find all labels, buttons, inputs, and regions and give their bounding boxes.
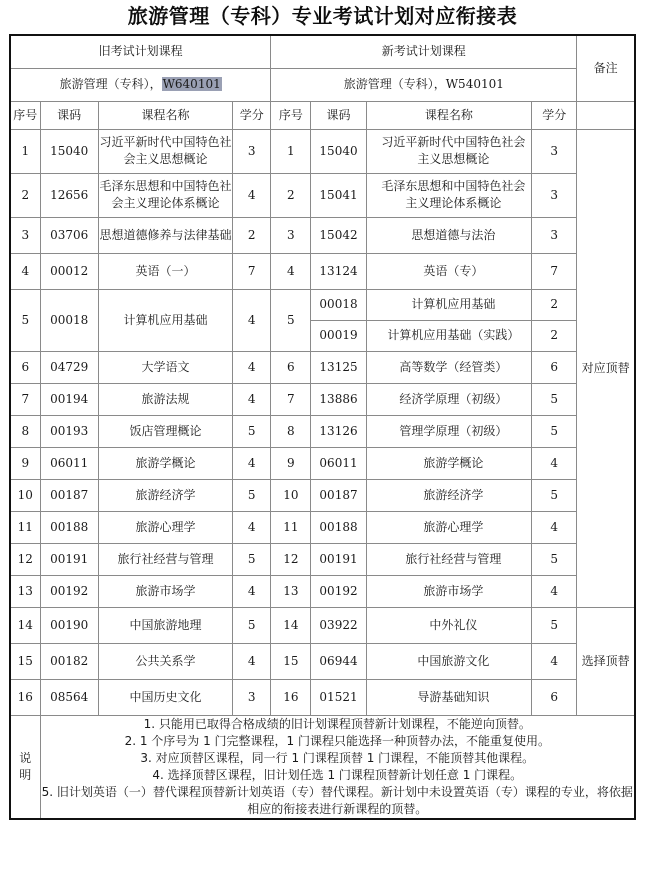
cell-new-name: 导游基础知识: [366, 679, 532, 715]
table-row: [10, 351, 635, 383]
cell-new-name: 高等数学（经管类）: [366, 351, 532, 383]
cell-old-credit: 5: [233, 543, 271, 575]
cell-old-code: 00018: [40, 289, 98, 351]
cell-new-seq: 1: [271, 129, 311, 173]
table-column-header-row: [10, 101, 635, 129]
cell-old-code: 12656: [40, 173, 98, 217]
cell-new-name: 计算机应用基础: [366, 289, 532, 320]
cell-new-seq: 10: [271, 479, 311, 511]
cell-new-code: 13126: [311, 415, 366, 447]
old-plan-group-header: 旧考试计划课程: [10, 35, 271, 68]
cell-new-seq: 15: [271, 643, 311, 679]
cell-old-name: 旅行社经营与管理: [98, 543, 232, 575]
cell-new-name: 英语（专）: [366, 253, 532, 289]
table-row: [10, 383, 635, 415]
cell-old-seq: 16: [10, 679, 40, 715]
cell-new-seq: 14: [271, 607, 311, 643]
cell-old-seq: 2: [10, 173, 40, 217]
cell-old-name: 大学语文: [98, 351, 232, 383]
table-row: [10, 543, 635, 575]
cell-old-name: 毛泽东思想和中国特色社会主义理论体系概论: [98, 173, 232, 217]
cell-new-credit: 4: [532, 511, 577, 543]
table-group-header-row: [10, 35, 635, 68]
cell-old-credit: 4: [233, 643, 271, 679]
cell-new-credit: 3: [532, 217, 577, 253]
cell-new-code: 00188: [311, 511, 366, 543]
cell-new-credit: 3: [532, 173, 577, 217]
col-header-old-credit: 学分: [233, 101, 271, 129]
cell-new-credit: 7: [532, 253, 577, 289]
cell-old-seq: 7: [10, 383, 40, 415]
cell-new-code: 06011: [311, 447, 366, 479]
cell-old-credit: 2: [233, 217, 271, 253]
cell-new-name: 管理学原理（初级）: [366, 415, 532, 447]
cell-old-name: 习近平新时代中国特色社会主义思想概论: [98, 129, 232, 173]
col-header-old-name: 课程名称: [98, 101, 232, 129]
cell-old-name: 计算机应用基础: [98, 289, 232, 351]
cell-new-code: 00187: [311, 479, 366, 511]
cell-old-name: 公共关系学: [98, 643, 232, 679]
cell-new-seq: 11: [271, 511, 311, 543]
remark-optional: [577, 607, 635, 715]
cell-old-code: 08564: [40, 679, 98, 715]
cell-new-code: 15042: [311, 217, 366, 253]
cell-old-credit: 4: [233, 289, 271, 351]
cell-old-name: 旅游学概论: [98, 447, 232, 479]
table-row: [10, 447, 635, 479]
cell-old-name: 饭店管理概论: [98, 415, 232, 447]
cell-old-code: 00192: [40, 575, 98, 607]
cell-new-seq: 12: [271, 543, 311, 575]
cell-new-name: 计算机应用基础（实践）: [366, 320, 532, 351]
table-row: [10, 511, 635, 543]
col-header-new-name: 课程名称: [366, 101, 532, 129]
cell-new-seq: 4: [271, 253, 311, 289]
cell-old-code: 03706: [40, 217, 98, 253]
table-row: [10, 289, 635, 320]
page-title: 旅游管理（专科）专业考试计划对应衔接表: [127, 4, 518, 28]
table-row: [10, 679, 635, 715]
cell-old-seq: 13: [10, 575, 40, 607]
col-header-old-seq: 序号: [10, 101, 40, 129]
remark-optional-text: 选择顶替: [581, 654, 630, 668]
cell-new-seq: 16: [271, 679, 311, 715]
table-row: [10, 173, 635, 217]
cell-old-code: 00012: [40, 253, 98, 289]
cell-old-name: 英语（一）: [98, 253, 232, 289]
cell-old-credit: 4: [233, 351, 271, 383]
cell-new-seq: 6: [271, 351, 311, 383]
cell-old-credit: 7: [233, 253, 271, 289]
table-row: [10, 607, 635, 643]
note-item: 4. 选择顶替区课程，旧计划任选 1 门课程顶替新计划任意 1 门课程。: [152, 767, 523, 782]
cell-new-credit: 4: [532, 447, 577, 479]
cell-new-credit: 2: [532, 289, 577, 320]
col-header-new-code: 课码: [311, 101, 366, 129]
new-plan-label: 旅游管理（专科），W540101: [271, 68, 577, 101]
col-header-old-code: 课码: [40, 101, 98, 129]
course-mapping-table: [9, 34, 636, 820]
cell-new-code: 03922: [311, 607, 366, 643]
remark-corresponding-text: 对应顶替: [581, 361, 630, 375]
remark-column-header: 备注: [577, 35, 635, 101]
cell-old-code: 15040: [40, 129, 98, 173]
cell-old-name: 中国旅游地理: [98, 607, 232, 643]
cell-new-name: 旅游学概论: [366, 447, 532, 479]
cell-old-name: 思想道德修养与法律基础: [98, 217, 232, 253]
remark-spacer-cell: [577, 101, 635, 129]
cell-new-name: 旅游市场学: [366, 575, 532, 607]
table-plan-row: [10, 68, 635, 101]
cell-new-name: 中国旅游文化: [366, 643, 532, 679]
cell-old-name: 旅游经济学: [98, 479, 232, 511]
cell-new-code: 13886: [311, 383, 366, 415]
cell-old-credit: 4: [233, 447, 271, 479]
col-header-new-credit: 学分: [532, 101, 577, 129]
remark-corresponding: [577, 129, 635, 607]
notes-label: [10, 715, 40, 819]
cell-new-credit: 6: [532, 351, 577, 383]
notes-body: [40, 715, 635, 819]
cell-old-seq: 6: [10, 351, 40, 383]
cell-old-seq: 15: [10, 643, 40, 679]
cell-new-code: 15040: [311, 129, 366, 173]
cell-new-code: 00018: [311, 289, 366, 320]
cell-new-credit: 5: [532, 383, 577, 415]
cell-new-name: 经济学原理（初级）: [366, 383, 532, 415]
cell-old-seq: 8: [10, 415, 40, 447]
cell-new-credit: 3: [532, 129, 577, 173]
cell-new-credit: 4: [532, 643, 577, 679]
cell-old-credit: 5: [233, 479, 271, 511]
cell-new-code: 13125: [311, 351, 366, 383]
cell-old-code: 04729: [40, 351, 98, 383]
notes-row: [10, 715, 635, 819]
cell-new-credit: 4: [532, 575, 577, 607]
cell-new-credit: 5: [532, 607, 577, 643]
cell-old-credit: 4: [233, 575, 271, 607]
table-row: [10, 217, 635, 253]
cell-new-credit: 6: [532, 679, 577, 715]
cell-new-name: 思想道德与法治: [366, 217, 532, 253]
cell-new-code: 15041: [311, 173, 366, 217]
cell-new-seq: 8: [271, 415, 311, 447]
cell-old-seq: 5: [10, 289, 40, 351]
cell-new-name: 旅行社经营与管理: [366, 543, 532, 575]
old-plan-prefix: 旅游管理（专科），: [59, 77, 162, 91]
cell-new-code: 00192: [311, 575, 366, 607]
old-plan-label: [10, 68, 271, 101]
cell-old-credit: 3: [233, 679, 271, 715]
new-plan-group-header: 新考试计划课程: [271, 35, 577, 68]
cell-new-name: 习近平新时代中国特色社会主义思想概论: [366, 129, 532, 173]
table-row: [10, 129, 635, 173]
table-row: [10, 253, 635, 289]
cell-old-code: 06011: [40, 447, 98, 479]
notes-label-line1: 说: [19, 750, 32, 765]
cell-old-seq: 12: [10, 543, 40, 575]
cell-old-seq: 11: [10, 511, 40, 543]
cell-old-credit: 4: [233, 383, 271, 415]
cell-new-credit: 2: [532, 320, 577, 351]
cell-old-seq: 10: [10, 479, 40, 511]
cell-old-credit: 5: [233, 607, 271, 643]
cell-old-code: 00188: [40, 511, 98, 543]
cell-new-credit: 5: [532, 543, 577, 575]
cell-old-seq: 3: [10, 217, 40, 253]
cell-new-name: 旅游心理学: [366, 511, 532, 543]
cell-old-name: 中国历史文化: [98, 679, 232, 715]
note-item: 3. 对应顶替区课程，同一行 1 门课程顶替 1 门课程，不能顶替其他课程。: [140, 750, 535, 765]
cell-new-credit: 5: [532, 479, 577, 511]
cell-old-code: 00190: [40, 607, 98, 643]
cell-new-name: 毛泽东思想和中国特色社会主义理论体系概论: [366, 173, 532, 217]
cell-old-seq: 1: [10, 129, 40, 173]
cell-old-credit: 5: [233, 415, 271, 447]
cell-old-credit: 3: [233, 129, 271, 173]
cell-old-code: 00187: [40, 479, 98, 511]
table-row: [10, 415, 635, 447]
cell-new-code: 01521: [311, 679, 366, 715]
cell-new-seq: 7: [271, 383, 311, 415]
cell-new-credit: 5: [532, 415, 577, 447]
cell-old-name: 旅游法规: [98, 383, 232, 415]
cell-old-code: 00182: [40, 643, 98, 679]
cell-old-seq: 4: [10, 253, 40, 289]
cell-old-code: 00193: [40, 415, 98, 447]
table-row: [10, 575, 635, 607]
cell-new-seq: 9: [271, 447, 311, 479]
note-item: 2. 1 个序号为 1 门完整课程，1 门课程只能选择一种顶替办法，不能重复使用。: [124, 733, 551, 748]
cell-old-name: 旅游心理学: [98, 511, 232, 543]
cell-old-credit: 4: [233, 511, 271, 543]
cell-new-code: 06944: [311, 643, 366, 679]
col-header-new-seq: 序号: [271, 101, 311, 129]
cell-old-code: 00194: [40, 383, 98, 415]
note-item: 1. 只能用已取得合格成绩的旧计划课程顶替新计划课程，不能逆向顶替。: [143, 716, 531, 731]
cell-new-code: 13124: [311, 253, 366, 289]
cell-old-code: 00191: [40, 543, 98, 575]
cell-new-code: 00191: [311, 543, 366, 575]
cell-new-name: 中外礼仪: [366, 607, 532, 643]
cell-old-seq: 14: [10, 607, 40, 643]
cell-new-code: 00019: [311, 320, 366, 351]
cell-new-name: 旅游经济学: [366, 479, 532, 511]
note-item: 5. 旧计划英语（一）替代课程顶替新计划英语（专）替代课程。新计划中未设置英语（专）课程的专业，将依据相应的衔接表进行新课程的顶替。: [41, 784, 633, 816]
old-plan-code-highlight[interactable]: W640101: [162, 77, 221, 91]
cell-new-seq: 3: [271, 217, 311, 253]
cell-new-seq: 2: [271, 173, 311, 217]
table-row: [10, 479, 635, 511]
cell-old-name: 旅游市场学: [98, 575, 232, 607]
cell-new-seq: 13: [271, 575, 311, 607]
notes-label-line2: 明: [19, 767, 32, 782]
cell-old-credit: 4: [233, 173, 271, 217]
table-row: [10, 643, 635, 679]
cell-old-seq: 9: [10, 447, 40, 479]
cell-new-seq: 5: [271, 289, 311, 351]
